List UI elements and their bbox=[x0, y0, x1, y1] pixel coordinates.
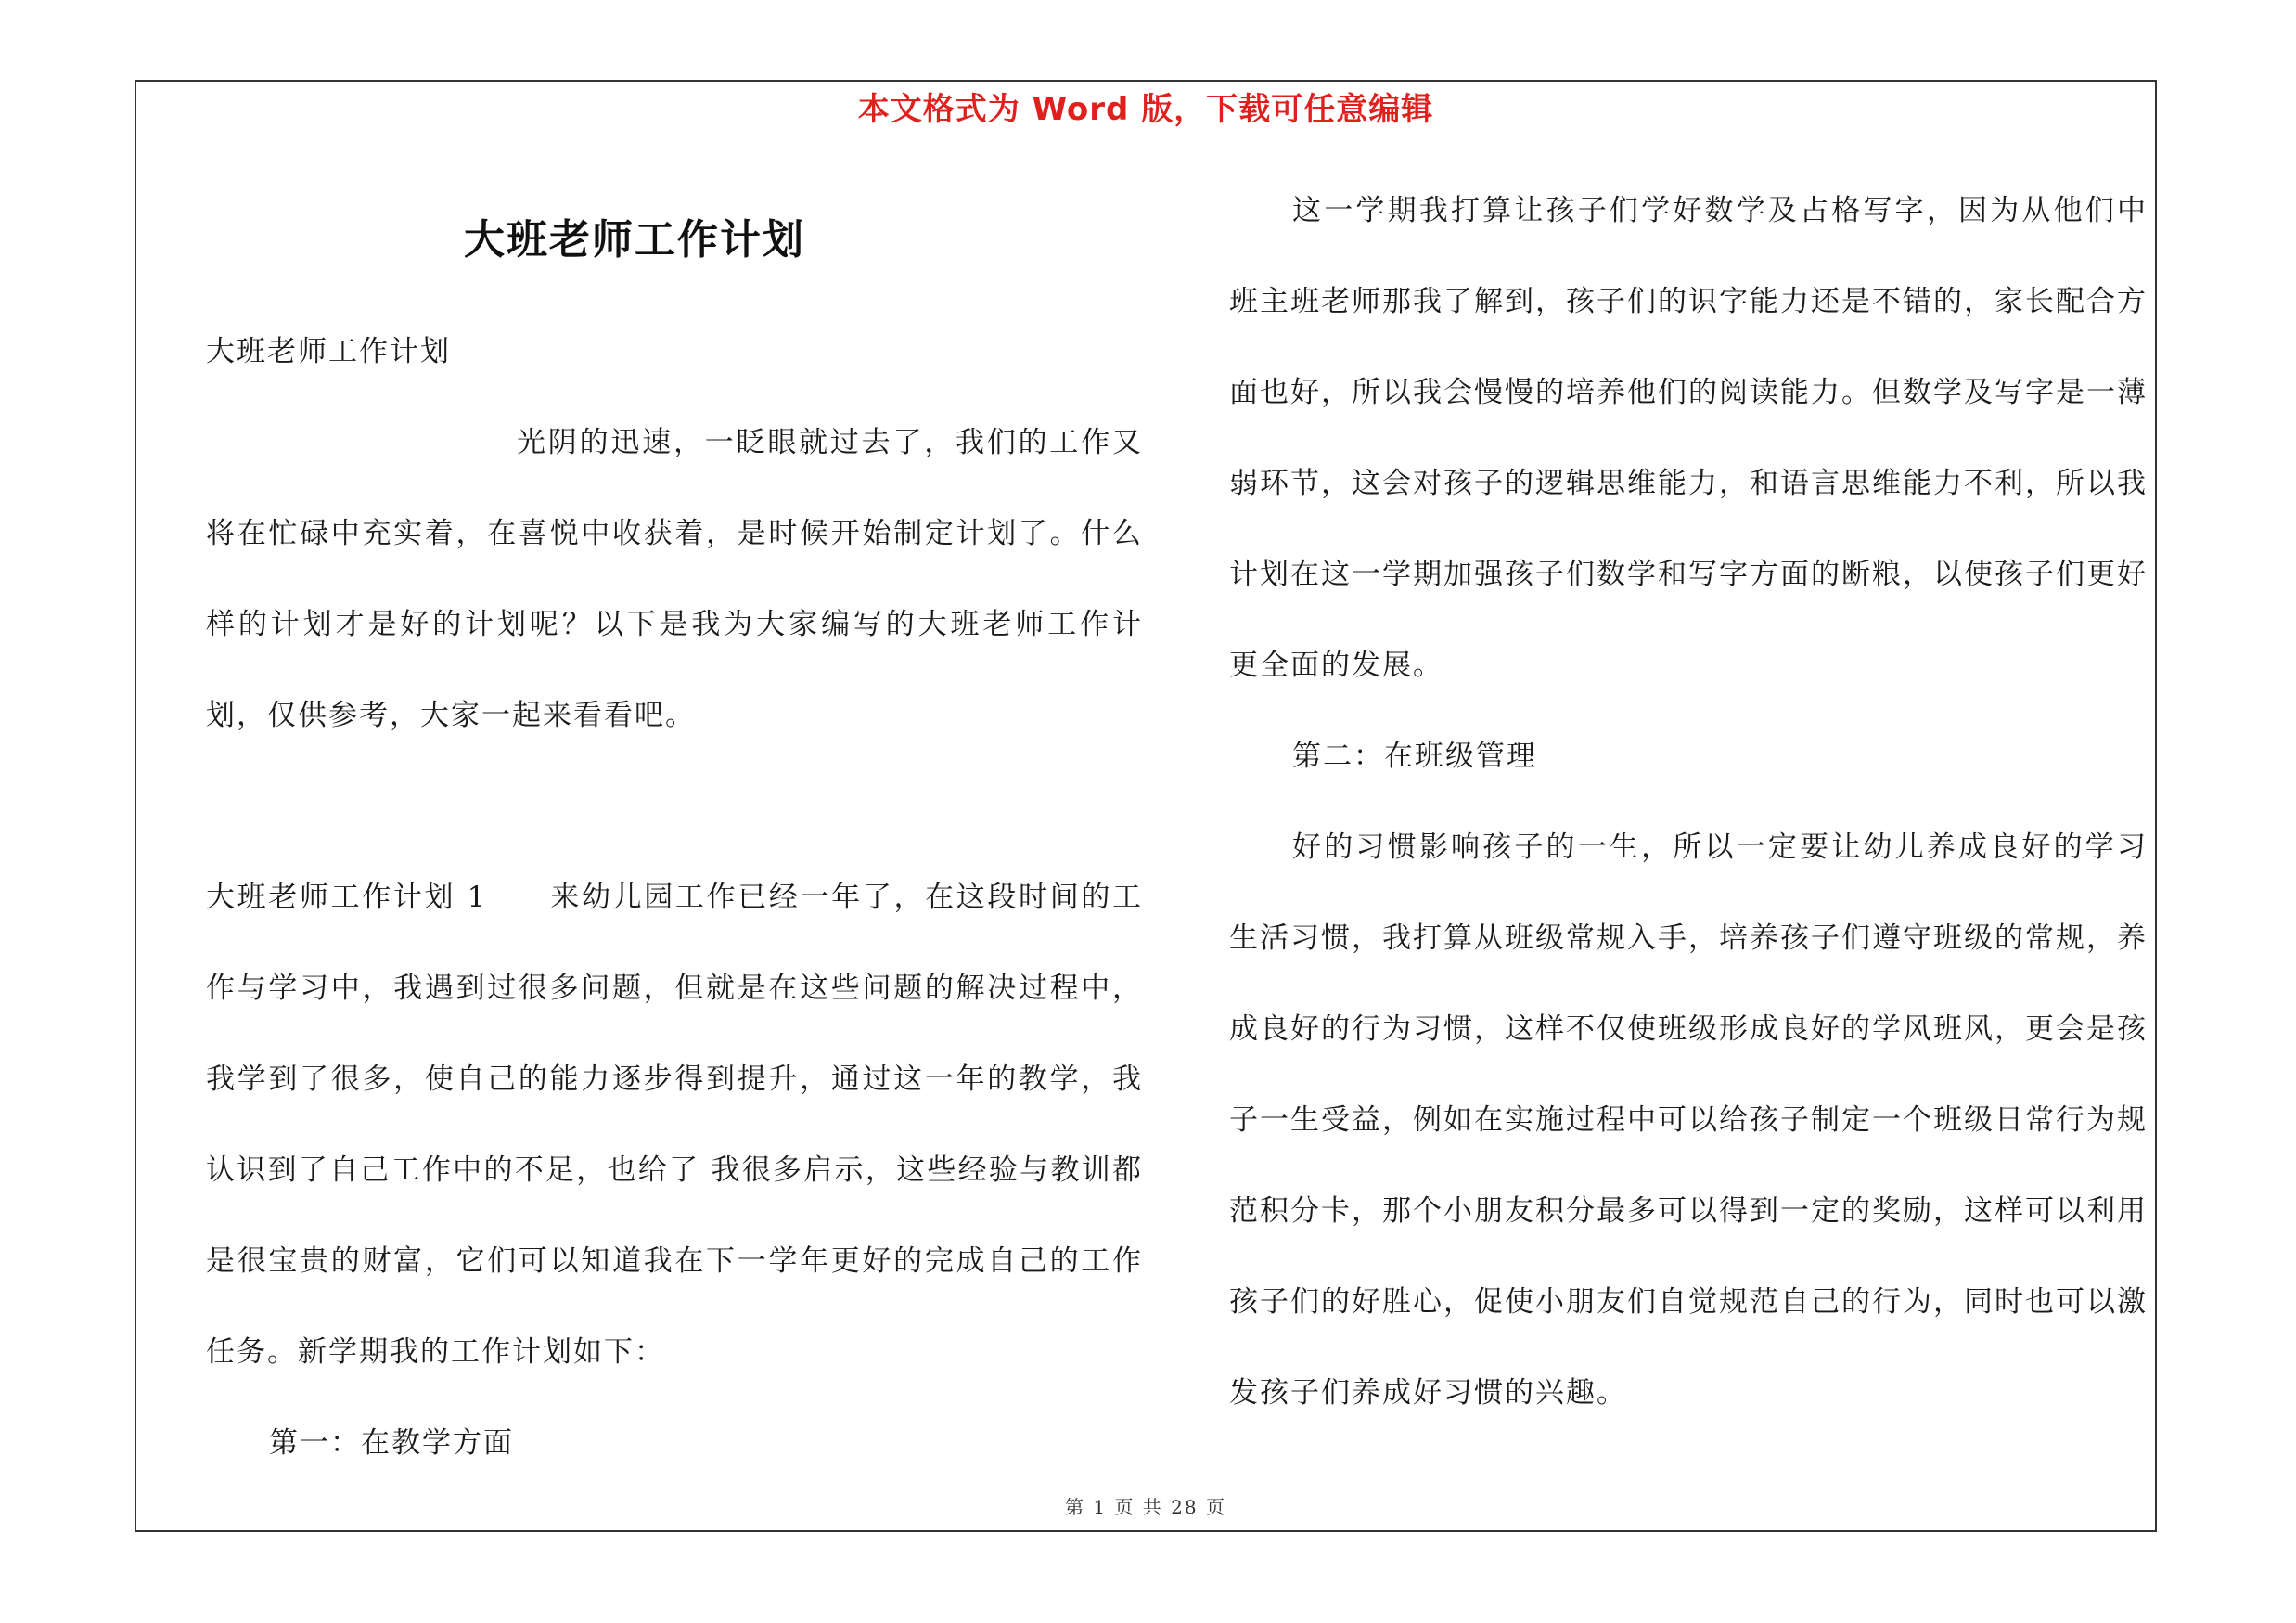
class-management-paragraph: 好的习惯影响孩子的一生，所以一定要让幼儿养成良好的学习生活习惯，我打算从班级常规入手，培养孩子们遵守班级的常规，养成良好的行为习惯，这样不仅使班级形成良好的学风班风，更会是孩子一生受益，例如在实施过程中可以给孩子制定一个班级日常行为规范积分卡，那个小朋友积分最多可以得到一定的奖励，这样可以利用孩子们的好胜心，促使小朋友们自觉规范自己的行为，同时也可以激发孩子们养成好习惯的兴趣。 bbox=[1229, 831, 2148, 1410]
format-banner: 本文格式为 Word 版，下载可任意编辑 bbox=[857, 91, 1434, 128]
teaching-paragraph: 这一学期我打算让孩子们学好数学及占格写字，因为从他们中班主班老师那我了解到，孩子们的识字能力还是不错的，家长配合方面也好，所以我会慢慢的培养他们的阅读能力。但数学及写字是一薄弱环节，这会对孩子的逻辑思维能力，和语言思维能力不利，所以我计划在这一学期加强孩子们数学和写字方面的断粮，以使孩子们更好更全面的发展。 bbox=[1229, 194, 2148, 682]
page-number-footer: 第 1 页 共 28 页 bbox=[1065, 1496, 1226, 1518]
document-title: 大班老师工作计划 bbox=[464, 216, 805, 264]
section-heading-teaching: 第一：在教学方面 bbox=[269, 1426, 514, 1460]
document-subtitle: 大班老师工作计划 bbox=[206, 335, 451, 368]
left-column bbox=[206, 306, 1143, 1488]
spacer bbox=[206, 761, 1143, 852]
section-heading-class-management: 第二：在班级管理 bbox=[1292, 740, 1537, 773]
plan-1-paragraph: 大班老师工作计划 1 来幼儿园工作已经一年了，在这段时间的工作与学习中，我遇到过很多问题，但就是在这些问题的解决过程中，我学到了很多，使自己的能力逐步得到提升，通过这一年的教学，我认识到了自己工作中的不足，也给了 我很多启示，这些经验与教训都是很宝贵的财富，它们可以知道我在下一学年更好的完成自己的工作任务。新学期我的工作计划如下： bbox=[206, 881, 1143, 1369]
right-column bbox=[1229, 165, 2148, 1438]
intro-paragraph: 光阴的迅速，一眨眼就过去了，我们的工作又将在忙碌中充实着，在喜悦中收获着，是时候开始制定计划了。什么样的计划才是好的计划呢？以下是我为大家编写的大班老师工作计划，仅供参考，大家一起来看看吧。 bbox=[206, 426, 1143, 732]
